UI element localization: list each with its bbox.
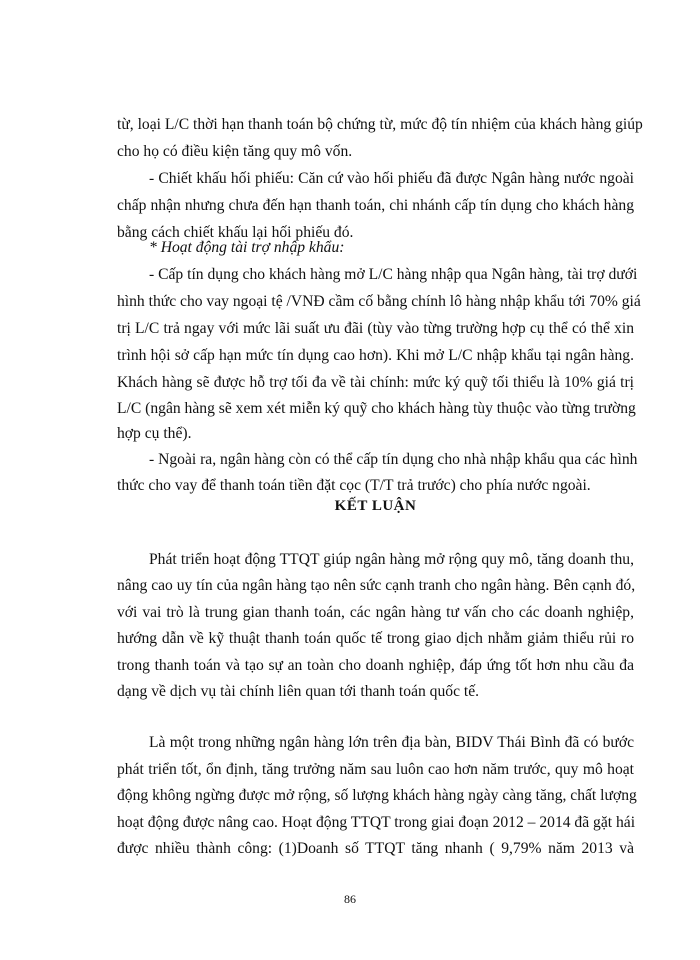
text-line: chấp nhận nhưng chưa đến hạn thanh toán, chi nhánh cấp tín dụng cho khách hàng bbox=[117, 197, 634, 214]
text-line: hình thức cho vay ngoại tệ /VNĐ cầm cố bằng chính lô hàng nhập khẩu tới 70% giá bbox=[117, 293, 641, 310]
text-line: bằng cách chiết khấu lại hối phiếu đó. bbox=[117, 224, 354, 241]
text-line: hướng dẫn về kỹ thuật thanh toán quốc tế trong giao dịch nhằm giảm thiểu rủi ro bbox=[117, 630, 634, 647]
text-line: Là một trong những ngân hàng lớn trên địa bàn, BIDV Thái Bình đã có bước bbox=[149, 734, 634, 751]
text-line: từ, loại L/C thời hạn thanh toán bộ chứng từ, mức độ tín nhiệm của khách hàng giúp bbox=[117, 116, 643, 133]
text-line: Khách hàng sẽ được hỗ trợ tối đa về tài chính: mức ký quỹ tối thiểu là 10% giá trị bbox=[117, 374, 634, 391]
text-line: thức cho vay để thanh toán tiền đặt cọc (T/T trả trước) cho phía nước ngoài. bbox=[117, 477, 591, 494]
text-line: Phát triển hoạt động TTQT giúp ngân hàng mở rộng quy mô, tăng doanh thu, bbox=[149, 551, 634, 568]
text-line: - Ngoài ra, ngân hàng còn có thể cấp tín dụng cho nhà nhập khẩu qua các hình bbox=[149, 451, 638, 468]
text-line: - Cấp tín dụng cho khách hàng mở L/C hàng nhập qua Ngân hàng, tài trợ dưới bbox=[149, 266, 638, 283]
conclusion-heading: KẾT LUẬN bbox=[334, 498, 417, 514]
text-line: - Chiết khấu hối phiếu: Căn cứ vào hối phiếu đã được Ngân hàng nước ngoài bbox=[149, 170, 634, 187]
text-line: trị L/C trả ngay với mức lãi suất ưu đãi (tùy vào từng trường hợp cụ thể có thể xin bbox=[117, 320, 634, 337]
text-line: động không ngừng được mở rộng, số lượng khách hàng ngày càng tăng, chất lượng bbox=[117, 787, 637, 804]
section-subheading: * Hoạt động tài trợ nhập khẩu: bbox=[149, 239, 345, 256]
text-line: được nhiều thành công: (1)Doanh số TTQT tăng nhanh ( 9,79% năm 2013 và bbox=[117, 840, 634, 857]
text-line: hoạt động được nâng cao. Hoạt động TTQT trong giai đoạn 2012 – 2014 đã gặt hái bbox=[117, 814, 636, 831]
text-line: trình hội sở cấp hạn mức tín dụng cao hơn). Khi mở L/C nhập khẩu tại ngân hàng. bbox=[117, 347, 634, 364]
text-line: hợp cụ thể). bbox=[117, 425, 192, 442]
page-number: 86 bbox=[344, 892, 356, 906]
text-line: L/C (ngân hàng sẽ xem xét miễn ký quỹ cho khách hàng tùy thuộc vào từng trường bbox=[117, 400, 636, 417]
text-line: cho họ có điều kiện tăng quy mô vốn. bbox=[117, 143, 353, 160]
text-line: dạng về dịch vụ tài chính liên quan tới thanh toán quốc tế. bbox=[117, 683, 480, 700]
text-line: với vai trò là trung gian thanh toán, các ngân hàng tư vấn cho các doanh nghiệp, bbox=[117, 604, 634, 621]
text-line: nâng cao uy tín của ngân hàng tạo nên sức cạnh tranh cho ngân hàng. Bên cạnh đó, bbox=[117, 577, 636, 594]
text-line: trong thanh toán và tạo sự an toàn cho doanh nghiệp, đáp ứng tốt hơn nhu cầu đa bbox=[117, 657, 634, 674]
text-line: phát triển tốt, ổn định, tăng trưởng năm sau luôn cao hơn năm trước, quy mô hoạt bbox=[117, 761, 634, 778]
